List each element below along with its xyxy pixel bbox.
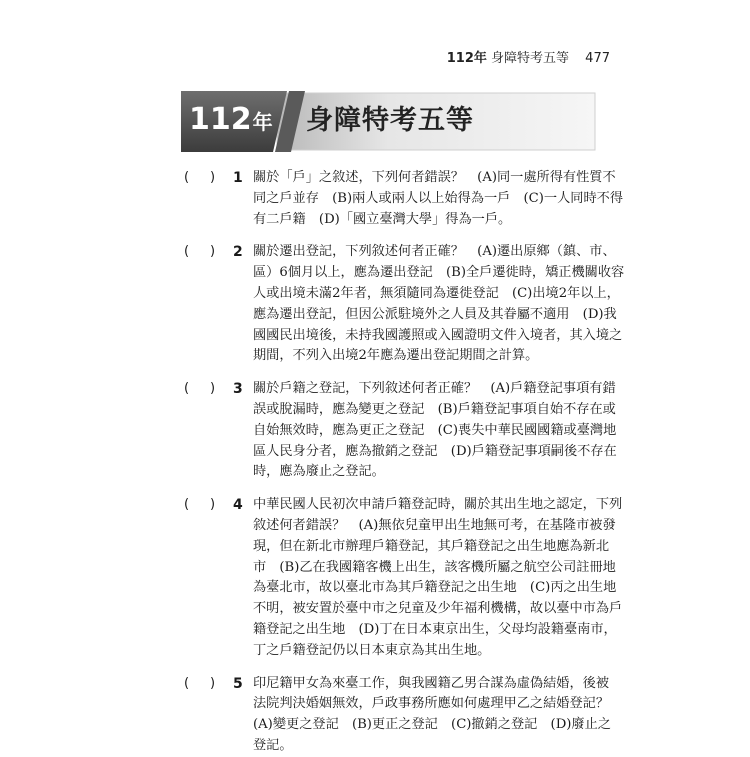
question-line: 區）6個月以上，應為遷出登記 (B)全戶遷徙時，矯正機關收容 xyxy=(253,265,625,281)
paren-open: ( xyxy=(184,244,190,260)
question-line: 市 (B)乙在我國籍客機上出生，該客機所屬之航空公司註冊地 xyxy=(253,559,616,575)
question-3 xyxy=(178,379,617,483)
question-number: 4 xyxy=(233,497,243,514)
question-text xyxy=(253,495,623,661)
question-line: 關於戶籍之登記，下列敘述何者正確？ (A)戶籍登記事項有錯 xyxy=(253,381,616,397)
question-line: 區人民身分者，應為撤銷之登記 (D)戶籍登記事項嗣後不存在 xyxy=(253,443,617,459)
question-line: 時，應為廢止之登記。 xyxy=(253,464,385,480)
paren-close: ) xyxy=(210,244,216,260)
running-head-exam: 身障特考五等 xyxy=(491,51,570,66)
question-line: 國國民出境後，未持我國護照或入國證明文件入境者，其入境之 xyxy=(253,327,623,343)
paren-close: ) xyxy=(210,675,216,691)
page-number: 477 xyxy=(585,51,610,66)
question-number: 3 xyxy=(233,381,243,398)
paren-close: ) xyxy=(210,170,216,185)
section-banner xyxy=(181,91,597,152)
paren-open: ( xyxy=(184,381,190,397)
paren-open: ( xyxy=(184,497,190,513)
question-line: 關於「戶」之敘述，下列何者錯誤？ (A)同一處所得有性質不 xyxy=(253,170,616,185)
question-number: 5 xyxy=(233,675,243,692)
question-text xyxy=(253,242,625,367)
question-line: 誤或脫漏時，應為變更之登記 (B)戶籍登記事項自始不存在或 xyxy=(253,401,616,417)
question-number: 1 xyxy=(233,170,243,186)
paren-close: ) xyxy=(210,497,216,513)
question-list xyxy=(178,168,625,757)
question-line: 不明，被安置於臺中市之兒童及少年福利機構，故以臺中市為戶 xyxy=(253,601,623,617)
question-number: 2 xyxy=(233,244,243,261)
question-2 xyxy=(178,242,625,367)
banner-year-suffix: 年 xyxy=(252,110,273,134)
question-1 xyxy=(178,168,624,230)
question-line: 登記。 xyxy=(253,737,293,753)
question-line: 敘述何者錯誤？ (A)無依兒童甲出生地無可考，在基隆市被發 xyxy=(253,517,616,533)
question-line: 有二戶籍 (D)「國立臺灣大學」得為一戶。 xyxy=(253,211,512,227)
question-line: 中華民國人民初次申請戶籍登記時，關於其出生地之認定，下列 xyxy=(253,497,623,513)
paren-close: ) xyxy=(210,381,216,397)
question-line: 期間，不列入出境2年應為遷出登記期間之計算。 xyxy=(253,348,539,364)
question-text xyxy=(253,379,617,483)
paren-open: ( xyxy=(184,675,190,691)
question-4 xyxy=(178,495,623,661)
question-line: 應為遷出登記，但因公派駐境外之人員及其眷屬不適用 (D)我 xyxy=(253,306,617,322)
question-line: (A)變更之登記 (B)更正之登記 (C)撤銷之登記 (D)廢止之 xyxy=(253,717,611,733)
question-line: 關於遷出登記，下列敘述何者正確？ (A)遷出原鄉（鎮、市、 xyxy=(253,244,616,260)
question-line: 為臺北市，故以臺北市為其戶籍登記之出生地 (C)丙之出生地 xyxy=(253,580,617,596)
question-line: 丁之戶籍登記仍以日本東京為其出生地。 xyxy=(253,642,491,658)
question-line: 自始無效時，應為更正之登記 (C)喪失中華民國國籍或臺灣地 xyxy=(253,422,617,438)
banner-year-number: 112 xyxy=(189,102,252,137)
question-text xyxy=(253,674,611,757)
question-line: 同之戶並存 (B)兩人或兩人以上始得為一戶 (C)一人同時不得 xyxy=(253,190,624,206)
question-5 xyxy=(178,674,611,757)
question-line: 人或出境未滿2年者，無須隨同為遷徙登記 (C)出境2年以上， xyxy=(253,285,620,301)
paren-open: ( xyxy=(184,170,190,185)
running-head xyxy=(447,47,610,66)
question-line: 法院判決婚姻無效，戶政事務所應如何處理甲乙之結婚登記？ xyxy=(253,696,610,712)
banner-year xyxy=(189,99,277,141)
question-line: 籍登記之出生地 (D)丁在日本東京出生，父母均設籍臺南市， xyxy=(253,621,617,637)
question-line: 印尼籍甲女為來臺工作，與我國籍乙男合謀為虛偽結婚，後被 xyxy=(253,675,610,691)
question-line: 現，但在新北市辦理戶籍登記，其戶籍登記之出生地應為新北 xyxy=(253,538,610,554)
running-head-year: 112年 xyxy=(446,51,487,66)
banner-title: 身障特考五等 xyxy=(306,105,474,136)
question-text xyxy=(253,168,624,230)
